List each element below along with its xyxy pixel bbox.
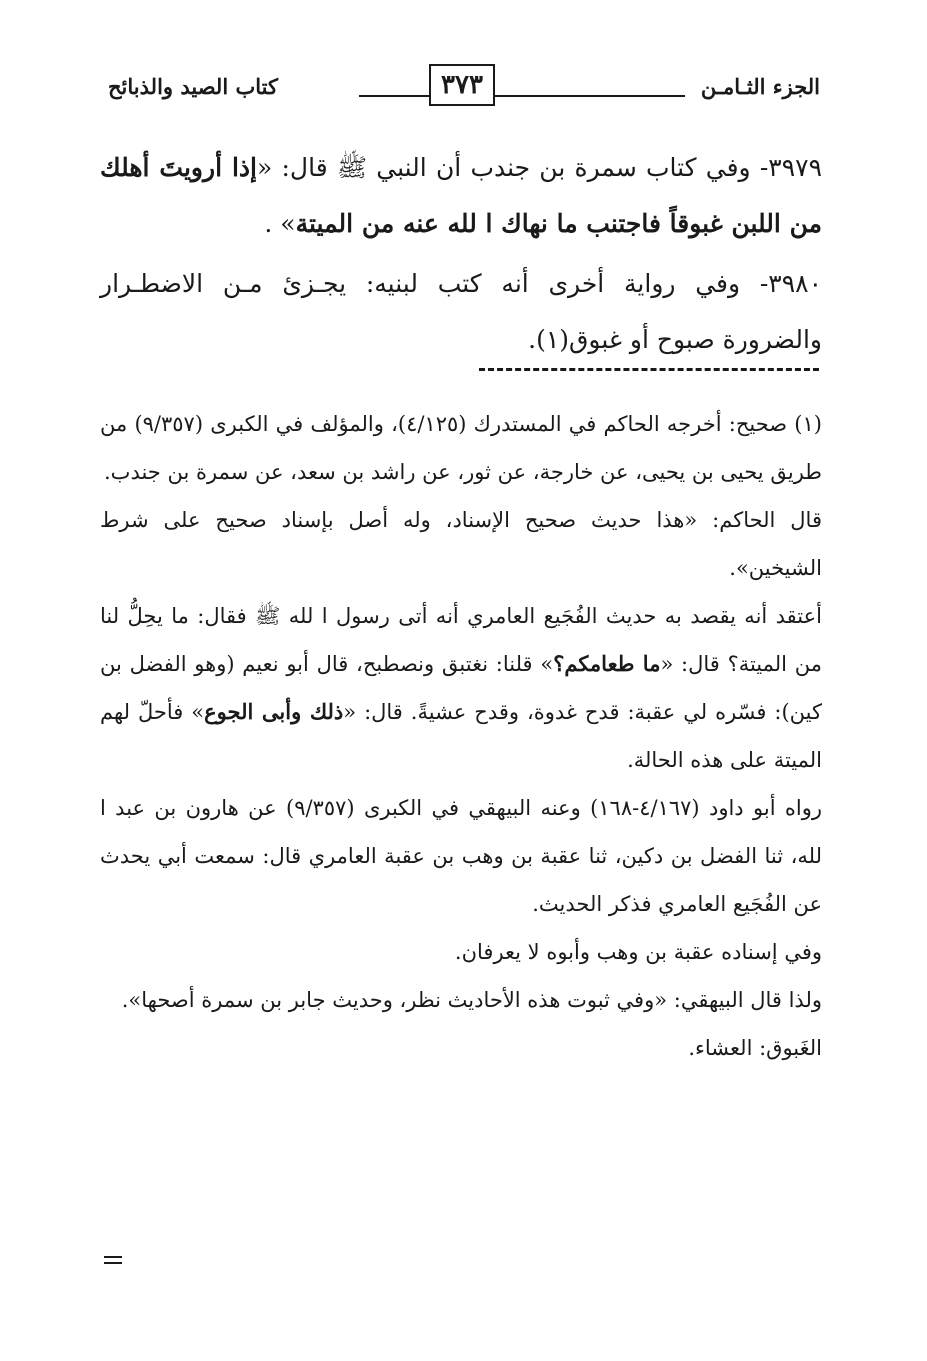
hadith-3979-quote: إذا أرويتَ أهلك من اللبن غبوقاً فاجتنب ما نهاك ا لله عنه من الميتة [100,153,822,238]
hadith-3979 [100,140,822,252]
fujay-quote-b: ذلك وأبى الجوع [204,699,344,724]
fujay-text-b: » قلنا: نغتبق ونصطبح، قال أبو نعيم (وهو الفضل بن كين): فسّره لي عقبة: قدح غدوة، وقدح عشيةً. قال: « [100,652,822,724]
footnote-fujay-hadith [100,592,822,784]
hadith-3979-close: » . [264,209,296,238]
footnote-isnad-note: وفي إسناده عقبة بن وهب وأبوه لا يعرفان. [454,940,822,964]
fujay-text-c: » فأحلّ لهم الميتة على هذه الحالة. [100,700,822,772]
footnote-ghabuq-definition: الغَبوق: العشاء. [688,1036,822,1060]
footnote-abu-dawud: رواه أبو داود (٤/١٦٧-١٦٨) وعنه البيهقي في الكبرى (٩/٣٥٧) عن هارون بن عبد ا لله، ثنا الفضل بن دكين، ثنا عقبة بن وهب بن عقبة العامري قال: سمعت أبي يحدث عن الفُجَيع العامري فذكر الحديث. [100,796,822,916]
footnotes [100,400,822,1072]
header-rule-left [359,95,429,97]
running-header [108,62,820,112]
fujay-quote-a: ما طعامكم؟ [553,651,661,676]
end-mark [104,1256,124,1266]
footnote-separator [479,368,819,371]
fujay-text-a: أعتقد أنه يقصد به حديث الفُجَيع العامري أنه أتى رسول ا لله ﷺ فقال: ما يحِلُّ لنا من الميتة؟ قال: « [100,604,822,676]
hadith-3979-intro: ٣٩٧٩- وفي كتاب سمرة بن جندب أن النبي ﷺ قال: « [257,153,822,182]
footnote-1: (١) صحيح: أخرجه الحاكم في المستدرك (٤/١٢٥)، والمؤلف في الكبرى (٩/٣٥٧) من طريق يحيى بن يحيى، عن خارجة، عن ثور، عن راشد بن سعد، عن سمرة بن جندب. [100,412,822,484]
page-number: ٣٧٣ [429,64,495,106]
main-text [100,140,822,368]
header-rule-right [495,95,685,97]
footnote-hakim-quote: قال الحاكم: «هذا حديث صحيح الإسناد، وله أصل بإسناد صحيح على شرط الشيخين». [100,508,822,580]
footnote-bayhaqi-quote: ولذا قال البيهقي: «وفي ثبوت هذه الأحاديث نظر، وحديث جابر بن سمرة أصحها». [121,988,822,1012]
hadith-3980: ٣٩٨٠- وفي رواية أخرى أنه كتب لبنيه: يجـزئ مـن الاضطـرار والضرورة صبوح أو غبوق(١). [100,269,822,354]
book-title: كتاب الصيد والذبائح [108,74,278,99]
volume-label: الجزء الثـامـن [700,74,820,99]
